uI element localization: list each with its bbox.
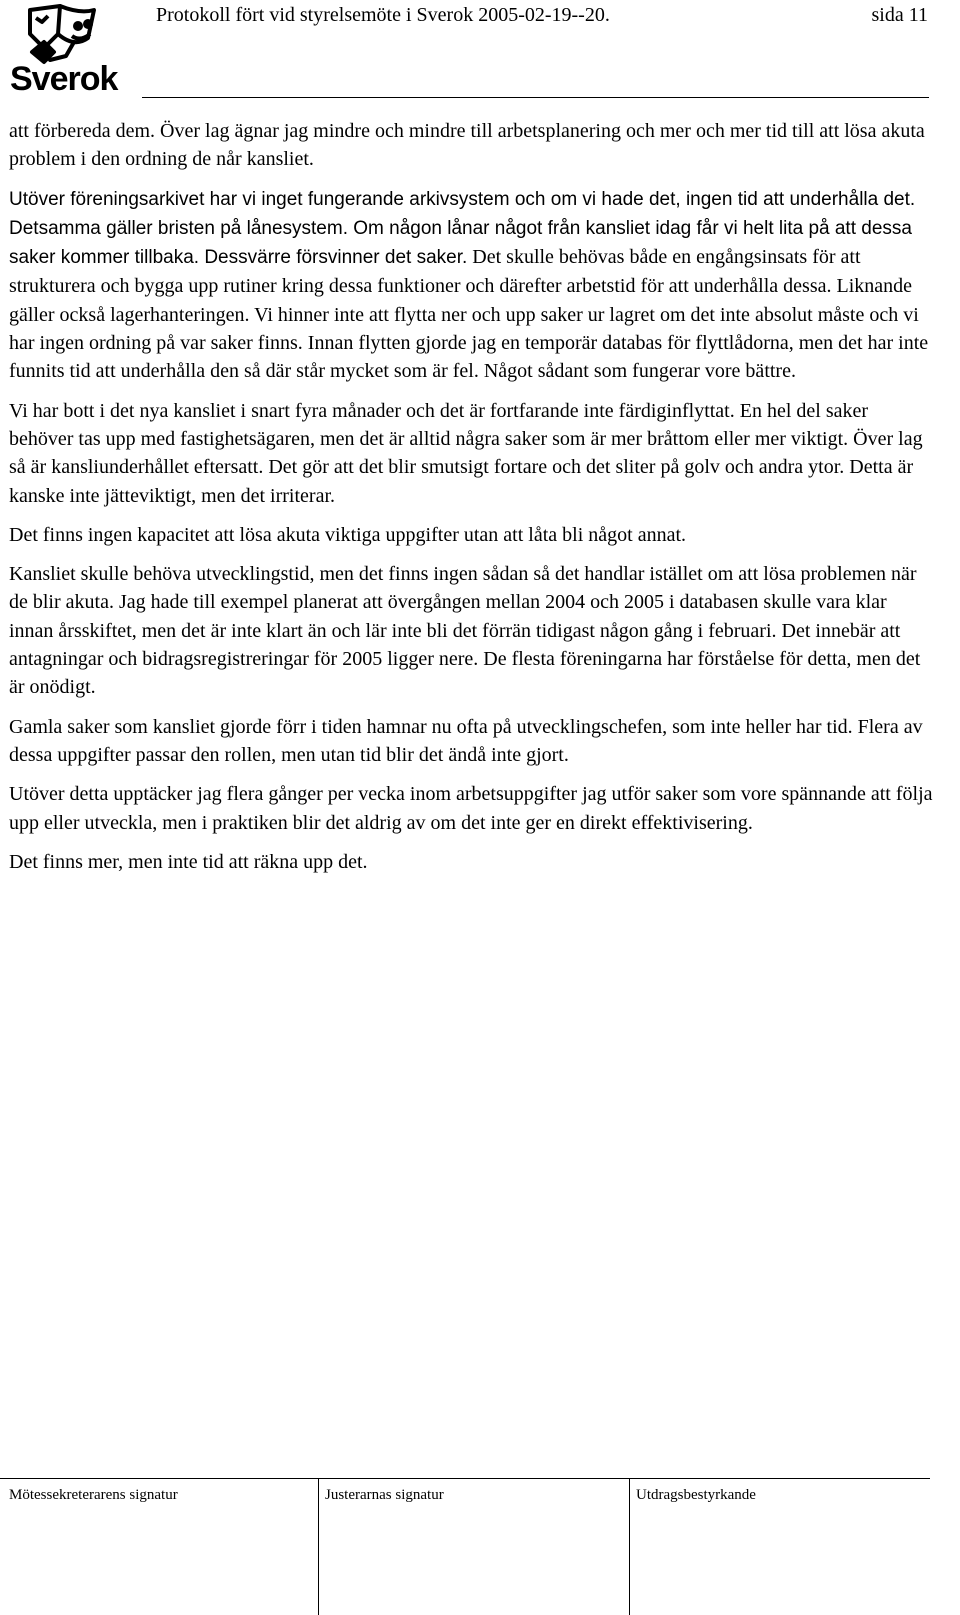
header-divider xyxy=(142,97,929,98)
signature-label-adjusters: Justerarnas signatur xyxy=(325,1487,444,1503)
document-body xyxy=(9,117,934,887)
paragraph: Utöver detta upptäcker jag flera gånger per vecka inom arbetsuppgifter jag utför saker som vore spännande att följa upp eller utveckla, men i praktiken blir det aldrig av om det inte ger en direkt effektivisering. xyxy=(9,783,933,834)
signature-label-secretary: Mötessekreterarens signatur xyxy=(9,1487,178,1503)
paragraph xyxy=(9,185,934,386)
paragraph: Det finns ingen kapacitet att lösa akuta viktiga uppgifter utan att låta bli något annat. xyxy=(9,523,687,546)
paragraph: att förbereda dem. Över lag ägnar jag mindre och mindre till arbetsplanering och mer och mer tid till att lösa akuta problem i den ordning de når kansliet. xyxy=(9,120,925,171)
logo-emblem-icon xyxy=(30,6,94,62)
page-header xyxy=(0,0,960,100)
paragraph: Kansliet skulle behöva utvecklingstid, men det finns ingen sådan så det handlar istället om att lösa problemen när de blir akuta. Jag hade till exempel planerat att övergången mellan 2004 och 2005 i databasen skulle vara klar innan årsskiftet, men det är inte klart än och lär inte bli det förrän tidigast någon gång i februari. Det innebär att antagningar och bidragsregistreringar för 2005 ligger nere. De flesta föreningarna har förståelse för detta, men det är onödigt. xyxy=(9,563,921,699)
paragraph: Gamla saker som kansliet gjorde förr i tiden hamnar nu ofta på utvecklingschefen, som inte heller har tid. Flera av dessa uppgifter passar den rollen, men utan tid blir det ändå inte gjort. xyxy=(9,715,923,766)
signature-box-adjusters xyxy=(319,1478,630,1615)
signature-box-secretary xyxy=(0,1478,319,1615)
signature-box-certification xyxy=(630,1478,930,1615)
paragraph-sans-segment: Utöver föreningsarkivet har vi inget fungerande arkivsystem och om vi hade det, ingen tid att underhålla det. Detsamma gäller bristen på lånesystem. Om någon lånar något från kansliet idag får vi helt lita på att dessa saker kommer tillbaka. Dessvärre försvinner det saker. xyxy=(9,188,916,269)
document-title: Protokoll fört vid styrelsemöte i Sverok 2005-02-19--20. xyxy=(156,4,610,26)
signature-label-certification: Utdragsbestyrkande xyxy=(636,1487,756,1503)
page-number: sida 11 xyxy=(871,4,928,26)
paragraph-serif-segment: Det skulle behövas både en engångsinsats för att strukturera och bygga upp rutiner kring dessa funktioner och därefter arbetstid för att underhålla dessa. Liknande gäller också lagerhanteringen. Vi hinner inte att flytta ner och upp saker ur lagret om det inte absolut måste och vi har ingen ordning på var saker finns. Innan flytten gjorde jag en temporär databas för flyttlådorna, men det har inte funnits tid att underhålla den så där står mycket som är fel. Något sådant som fungerar vore bättre. xyxy=(9,246,929,383)
logo-wordmark: Sverok xyxy=(10,60,118,96)
sverok-logo xyxy=(8,4,138,96)
signature-footer xyxy=(0,1478,960,1615)
paragraph: Det finns mer, men inte tid att räkna upp det. xyxy=(9,850,368,873)
paragraph: Vi har bott i det nya kansliet i snart fyra månader och det är fortfarande inte färdiginflyttat. En hel del saker behöver tas upp med fastighetsägaren, men det är alltid några saker som är mer bråttom eller mer viktigt. Över lag så är kansliunderhållet eftersatt. Det gör att det blir smutsigt fortare och det sliter på golv och andra ytor. Detta är kanske inte jätteviktigt, men det irriterar. xyxy=(9,399,923,507)
